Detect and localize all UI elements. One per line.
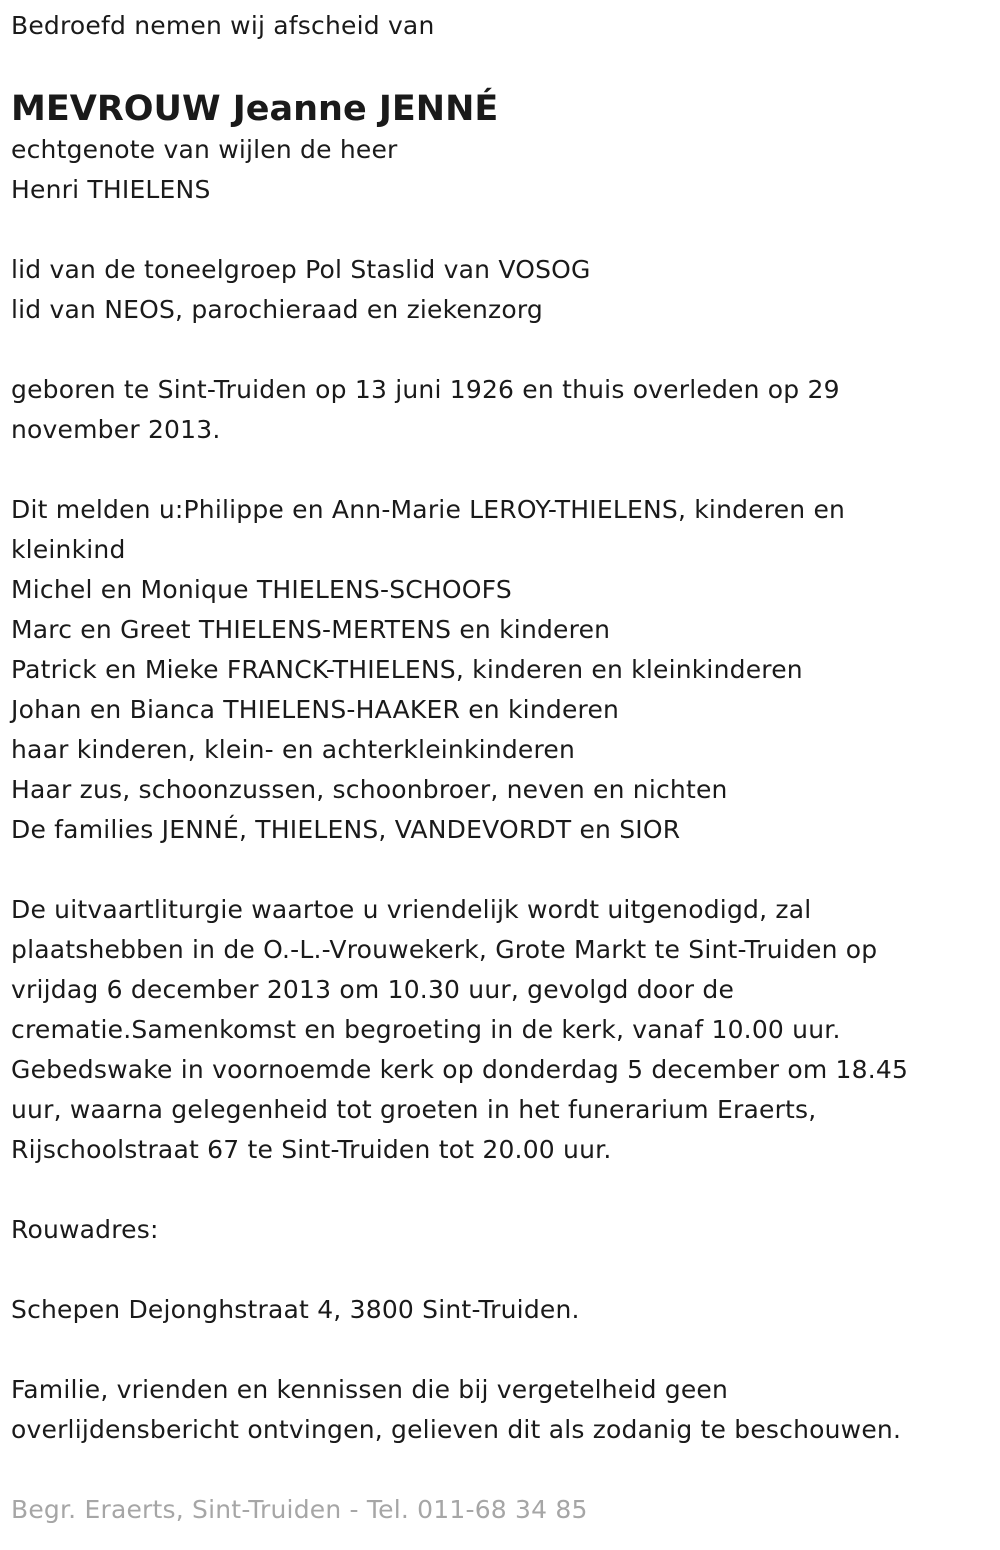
spouse-section	[11, 130, 986, 210]
announcer-line: Haar zus, schoonzussen, schoonbroer, neven en nichten	[11, 775, 728, 804]
spacer	[11, 330, 986, 370]
announcer-line: Johan en Bianca THIELENS-HAAKER en kinderen	[11, 695, 620, 724]
funeral-home-footer: Begr. Eraerts, Sint-Truiden - Tel. 011-68 34 85	[11, 1495, 588, 1524]
birth-death-section	[11, 370, 986, 450]
spacer	[11, 1330, 986, 1370]
ceremony-line: crematie.Samenkomst en begroeting in de kerk, vanaf 10.00 uur.	[11, 1015, 841, 1044]
announcer-line: De families JENNÉ, THIELENS, VANDEVORDT en SIOR	[11, 815, 681, 844]
announcer-line: Marc en Greet THIELENS-MERTENS en kinderen	[11, 615, 611, 644]
announcer-line: Dit melden u:Philippe en Ann-Marie LEROY-THIELENS, kinderen en	[11, 495, 846, 524]
deceased-name: MEVROUW Jeanne JENNÉ	[11, 89, 499, 129]
spacer	[11, 450, 986, 490]
spouse-name: Henri THIELENS	[11, 175, 211, 204]
announcer-line: kleinkind	[11, 535, 126, 564]
announcers-section	[11, 490, 986, 850]
memberships-section	[11, 250, 986, 330]
spacer	[11, 210, 986, 250]
spacer	[11, 1250, 986, 1290]
birth-death-line: november 2013.	[11, 415, 221, 444]
membership-line: lid van NEOS, parochieraad en ziekenzorg	[11, 295, 543, 324]
ceremony-line: uur, waarna gelegenheid tot groeten in het funerarium Eraerts,	[11, 1095, 817, 1124]
announcer-line: Patrick en Mieke FRANCK-THIELENS, kinderen en kleinkinderen	[11, 655, 803, 684]
address-label: Rouwadres:	[11, 1215, 159, 1244]
membership-line: lid van de toneelgroep Pol Staslid van VOSOG	[11, 255, 591, 284]
ceremony-line: De uitvaartliturgie waartoe u vriendelijk wordt uitgenodigd, zal	[11, 895, 812, 924]
spacer	[11, 1170, 986, 1210]
ceremony-line: Gebedswake in voornoemde kerk op donderdag 5 december om 18.45	[11, 1055, 909, 1084]
spacer	[11, 1450, 986, 1490]
mourning-address: Schepen Dejonghstraat 4, 3800 Sint-Truiden.	[11, 1295, 580, 1324]
spacer	[11, 850, 986, 890]
closing-line: overlijdensbericht ontvingen, gelieven dit als zodanig te beschouwen.	[11, 1415, 902, 1444]
ceremony-section	[11, 890, 986, 1170]
ceremony-line: vrijdag 6 december 2013 om 10.30 uur, gevolgd door de	[11, 975, 735, 1004]
ceremony-line: plaatshebben in de O.-L.-Vrouwekerk, Grote Markt te Sint-Truiden op	[11, 935, 878, 964]
birth-death-line: geboren te Sint-Truiden op 13 juni 1926 en thuis overleden op 29	[11, 375, 840, 404]
announcer-line: haar kinderen, klein- en achterkleinkinderen	[11, 735, 576, 764]
obituary-notice	[11, 6, 986, 1530]
intro-text: Bedroefd nemen wij afscheid van	[11, 11, 435, 40]
closing-section	[11, 1370, 986, 1450]
announcer-line: Michel en Monique THIELENS-SCHOOFS	[11, 575, 512, 604]
spouse-line: echtgenote van wijlen de heer	[11, 135, 398, 164]
closing-line: Familie, vrienden en kennissen die bij vergetelheid geen	[11, 1375, 729, 1404]
ceremony-line: Rijschoolstraat 67 te Sint-Truiden tot 20.00 uur.	[11, 1135, 612, 1164]
